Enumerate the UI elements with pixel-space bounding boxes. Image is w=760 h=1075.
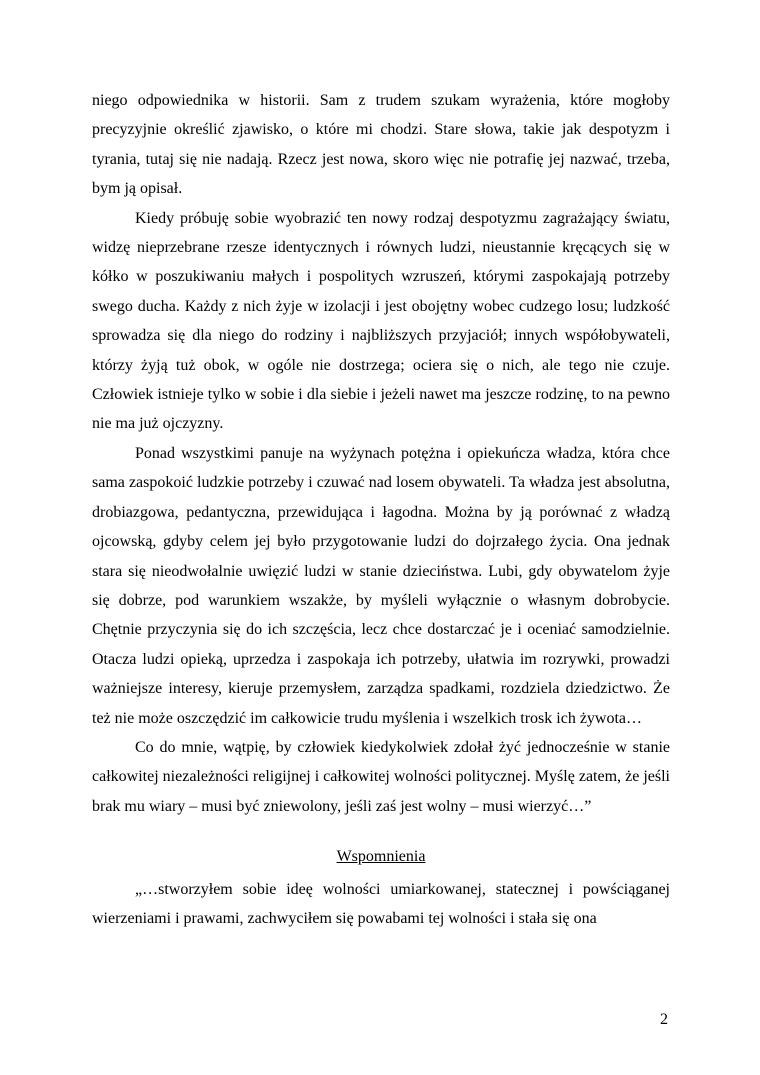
paragraph-religion-freedom: Co do mnie, wątpię, by człowiek kiedykolwiek zdołał żyć jednocześnie w stanie całkowitej niezależności religijnej i całkowitej wolności politycznej. Myślę zatem, że jeśli brak mu wiary – musi być zniewolony, jeśli zaś jest wolny – musi wierzyć…”: [92, 738, 670, 815]
body-text: [92, 86, 670, 933]
paragraph-memoirs: „…stworzyłem sobie ideę wolności umiarkowanej, statecznej i powściąganej wierzeniami i prawami, zachwyciłem się powabami tej wolności i stała się ona: [92, 880, 670, 927]
paragraph-power: Ponad wszystkimi panuje na wyżynach potężna i opiekuńcza władza, która chce sama zaspokoić ludzkie potrzeby i czuwać nad losem obywateli. Ta władza jest absolutna, drobiazgowa, pedantyczna, przewidująca i łagodna. Można by ją porównać z władzą ojcowską, gdyby celem jej było przygotowanie ludzi do dojrzałego życia. Ona jednak stara się nieodwołalnie uwięzić ludzi w stanie dzieciństwa. Lubi, gdy obywatelom żyje się dobrze, pod warunkiem wszakże, by myśleli wyłącznie o własnym dobrobycie. Chętnie przyczynia się do ich szczęścia, lecz chce dostarczać je i oceniać samodzielnie. Otacza ludzi opieką, uprzedza i zaspokaja ich potrzeby, ułatwia im rozrywki, prowadzi ważniejsze interesy, kieruje przemysłem, zarządza spadkami, rozdziela dziedzictwo. Że też nie może oszczędzić im całkowicie trudu myślenia i wszelkich trosk ich żywota…: [92, 444, 670, 727]
section-heading: Wspomnienia: [336, 848, 426, 866]
page-number: 2: [660, 1011, 668, 1028]
paragraph-continuation: niego odpowiednika w historii. Sam z trudem szukam wyrażenia, które mogłoby precyzyjnie określić zjawisko, o które mi chodzi. Stare słowa, takie jak despotyzm i tyrania, tutaj się nie nadają. Rzecz jest nowa, skoro więc nie potrafię jej nazwać, trzeba, bym ją opisał.: [92, 92, 670, 198]
paragraph-despotism: Kiedy próbuję sobie wyobrazić ten nowy rodzaj despotyzmu zagrażający światu, widzę nieprzebrane rzesze identycznych i równych ludzi, nieustannie kręcących się w kółko w poszukiwaniu małych i pospolitych wzruszeń, którymi zaspokajają potrzeby swego ducha. Każdy z nich żyje w izolacji i jest obojętny wobec cudzego losu; ludzkość sprowadza się dla niego do rodziny i najbliższych przyjaciół; innych współobywateli, którzy żyją tuż obok, w ogóle nie dostrzega; ociera się o nich, ale tego nie czuje. Człowiek istnieje tylko w sobie i dla siebie i jeżeli nawet ma jeszcze rodzinę, to na pewno nie ma już ojczyzny.: [92, 209, 670, 433]
